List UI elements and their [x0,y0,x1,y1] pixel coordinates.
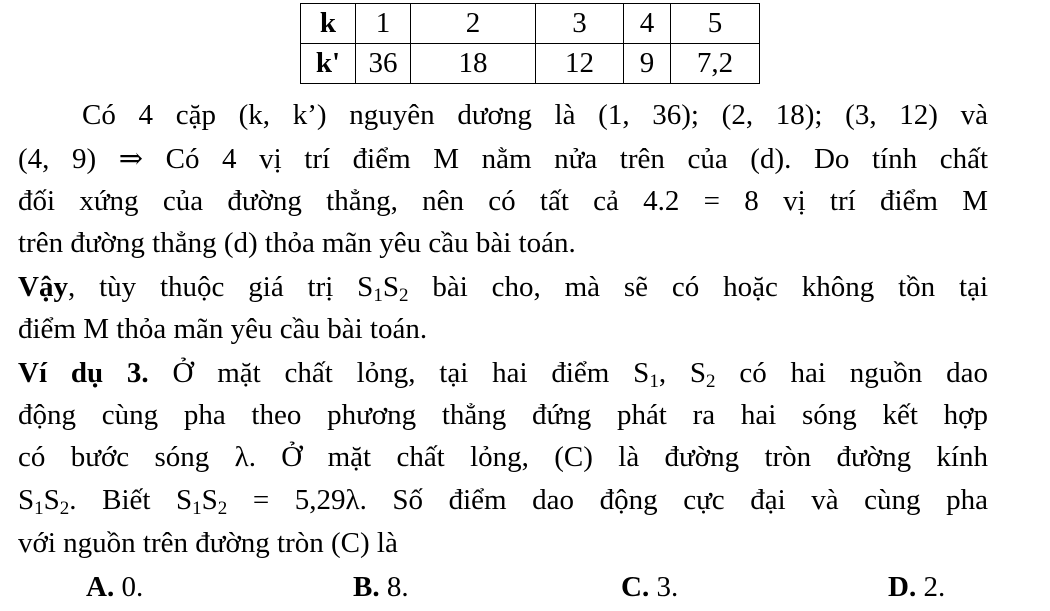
answer-value: 3. [649,571,679,603]
text-span: , S [658,357,707,389]
text-span: . Biết S [69,484,193,516]
text-span: S [18,484,35,516]
paragraph-line: điểm M thỏa mãn yêu cầu bài toán. [18,313,428,345]
answer-option-b [353,567,409,607]
paragraph-line: Có 4 cặp (k, k’) nguyên dương là (1, 36); (2, 18); (3, 12) và [82,99,988,131]
answer-letter: C. [621,571,650,603]
conclusion-line [18,267,988,307]
text-span: = 5,29λ. Số điểm dao động cực đại và cùng pha [227,484,988,516]
table-header-k-prime: k' [301,44,356,84]
table-cell: 36 [356,44,411,84]
table-cell: 9 [624,44,671,84]
subscript: 2 [59,498,70,519]
table-header-k: k [301,4,356,44]
table-cell: 4 [624,4,671,44]
subscript: 1 [649,371,659,392]
text-span: S [201,484,218,516]
subscript: 1 [34,498,44,519]
answer-letter: A. [86,571,115,603]
table-cell: 12 [536,44,624,84]
table-cell: 7,2 [671,44,760,84]
table-cell: 3 [536,4,624,44]
subscript: 1 [192,498,202,519]
table-cell: 18 [411,44,536,84]
table-row-k [301,4,760,44]
answer-letter: B. [353,571,380,603]
text-span: S [43,484,60,516]
table-cell: 5 [671,4,760,44]
answer-value: 2. [916,571,946,603]
conclusion-label: Vậy [18,271,68,303]
example-heading-line [18,353,988,393]
answer-value: 0. [114,571,144,603]
answer-option-d [888,567,945,607]
k-values-table [300,3,760,84]
subscript: 2 [706,371,716,392]
answer-option-a [86,567,143,607]
example-label: Ví dụ 3. [18,357,149,389]
subscript: 2 [217,498,228,519]
text-span: bài cho, mà sẽ có hoặc không tồn tại [408,271,988,303]
answer-letter: D. [888,571,917,603]
paragraph-line: trên đường thẳng (d) thỏa mãn yêu cầu bài toán. [18,227,576,259]
text-span: có hai nguồn dao [715,357,988,389]
paragraph-line: (4, 9) ⇒ Có 4 vị trí điểm M nằm nửa trên của (d). Do tính chất [18,143,988,175]
answer-option-c [621,567,678,607]
subscript: 2 [398,285,409,306]
paragraph-line: có bước sóng λ. Ở mặt chất lỏng, (C) là đường tròn đường kính [18,441,988,473]
text-span: , tùy thuộc giá trị S [67,271,374,303]
table-row-k-prime [301,44,760,84]
text-span: S [382,271,399,303]
paragraph-line [18,480,988,520]
paragraph-line: đối xứng của đường thẳng, nên có tất cả 4.2 = 8 vị trí điểm M [18,185,988,217]
paragraph-line: động cùng pha theo phương thẳng đứng phát ra hai sóng kết hợp [18,399,988,431]
answer-value: 8. [379,571,409,603]
text-span: Ở mặt chất lỏng, tại hai điểm S [148,357,650,389]
paragraph-line: với nguồn trên đường tròn (C) là [18,527,398,559]
subscript: 1 [373,285,383,306]
table-cell: 2 [411,4,536,44]
table-cell: 1 [356,4,411,44]
